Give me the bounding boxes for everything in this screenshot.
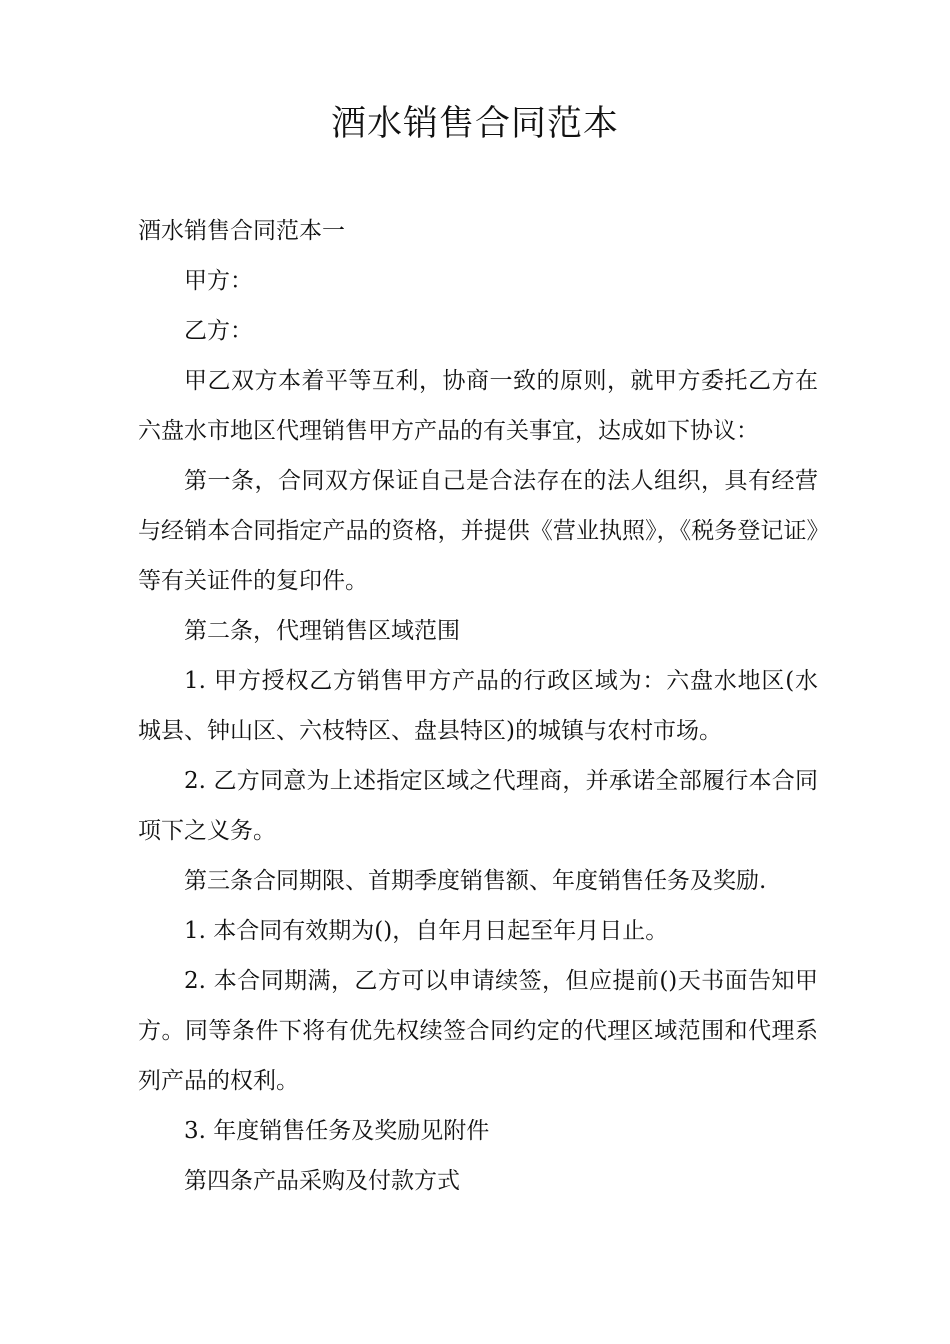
article-2-heading: 第二条，代理销售区域范围 xyxy=(184,618,460,644)
article-3-item-2: 2. 本合同期满，乙方可以申请续签，但应提前()天书面告知甲方。同等条件下将有优先权续签合同约定的代理区域范围和代理系列产品的权利。 xyxy=(138,968,818,1094)
article-3-item-1: 1. 本合同有效期为()，自年月日起至年月日止。 xyxy=(184,918,669,944)
article-2-item-2: 2. 乙方同意为上述指定区域之代理商，并承诺全部履行本合同项下之义务。 xyxy=(138,768,818,844)
document-body xyxy=(138,206,818,1206)
article-3-item-3: 3. 年度销售任务及奖励见附件 xyxy=(184,1118,490,1144)
article-3-heading: 第三条合同期限、首期季度销售额、年度销售任务及奖励. xyxy=(184,868,767,894)
section-heading: 酒水销售合同范本一 xyxy=(138,218,345,244)
article-2-item-1: 1. 甲方授权乙方销售甲方产品的行政区域为：六盘水地区(水城县、钟山区、六枝特区、盘县特区)的城镇与农村市场。 xyxy=(138,668,818,744)
party-b-line: 乙方： xyxy=(184,318,253,344)
preamble-paragraph: 甲乙双方本着平等互利，协商一致的原则，就甲方委托乙方在六盘水市地区代理销售甲方产品的有关事宜，达成如下协议： xyxy=(138,368,818,444)
document-title: 酒水销售合同范本 xyxy=(330,104,619,144)
article-1-paragraph: 第一条，合同双方保证自己是合法存在的法人组织，具有经营与经销本合同指定产品的资格，并提供《营业执照》，《税务登记证》等有关证件的复印件。 xyxy=(138,468,818,594)
article-4-heading: 第四条产品采购及付款方式 xyxy=(184,1168,460,1194)
party-a-line: 甲方： xyxy=(184,268,253,294)
